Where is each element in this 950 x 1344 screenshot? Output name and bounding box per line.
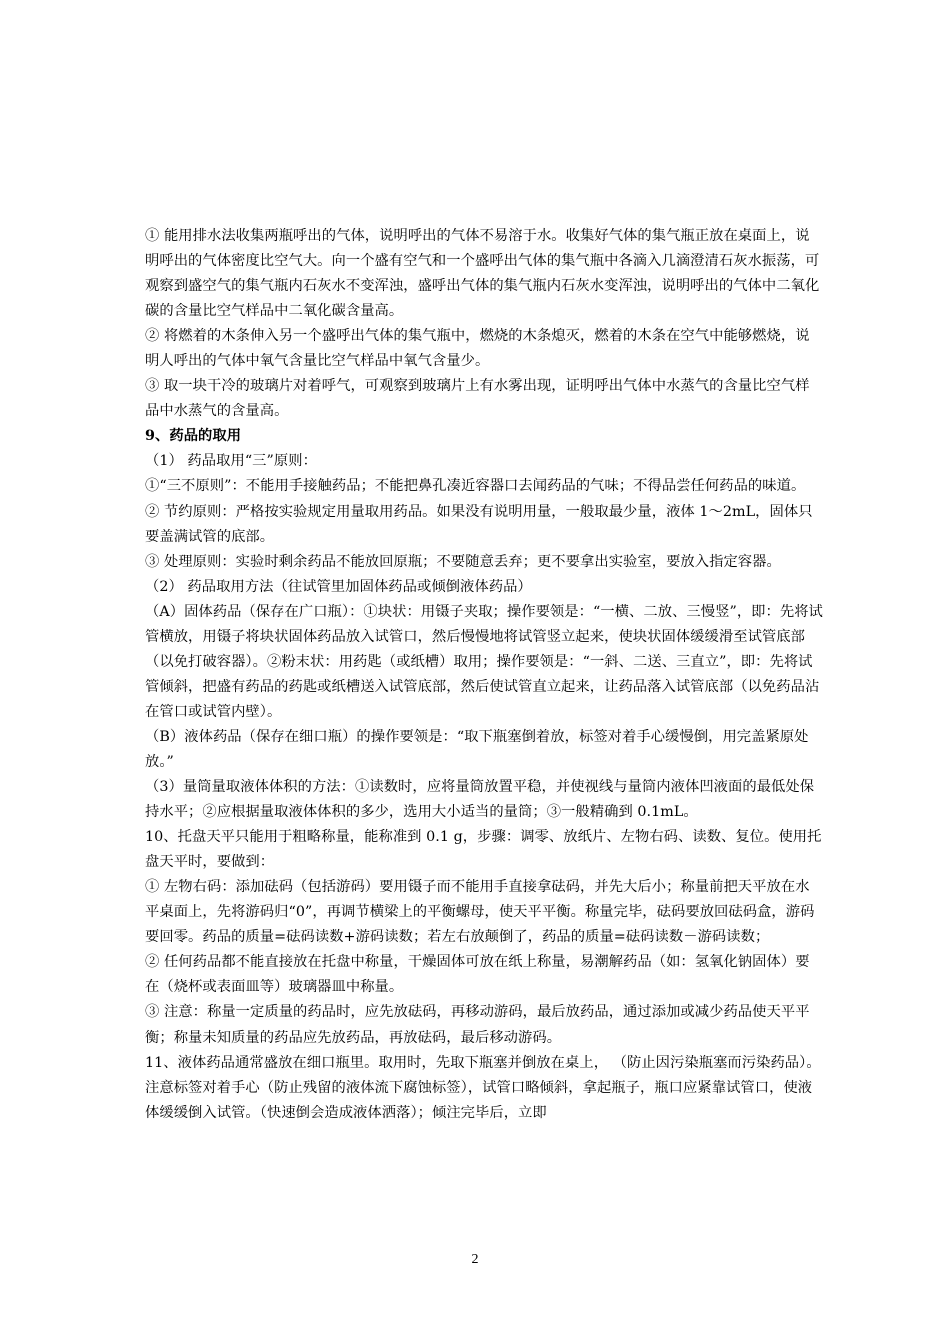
paragraph-no-direct-weighing: ② 任何药品都不能直接放在托盘中称量，干燥固体可放在纸上称量，易潮解药品（如：氢氧化钠固体）要在（烧杯或表面皿等）玻璃器皿中称量。 bbox=[145, 954, 810, 996]
paragraph-weighing-notes: ③ 注意：称量一定质量的药品时，应先放砝码，再移动游码，最后放药品，通过添加或减少药品使天平平衡；称量未知质量的药品应先放药品，再放砝码，最后移动游码。 bbox=[145, 1004, 810, 1046]
paragraph-saving-principle: ② 节约原则：严格按实验规定用量取用药品。如果没有说明用量，一般取最少量，液体 1～2mL，固体只要盖满试管的底部。 bbox=[145, 503, 813, 545]
section-11-liquid-storage: 11、液体药品通常盛放在细口瓶里。取用时，先取下瓶塞并倒放在桌上， （防止因污染瓶塞而污染药品）。注意标签对着手心（防止残留的液体流下腐蚀标签），试管口略倾斜，拿起瓶子，瓶口应紧靠试管口，使液体缓缓倒入试管。（快速倒会造成液体洒落）；倾注完毕后，立即 bbox=[145, 1054, 821, 1121]
paragraph-three-no-principle: ①“三不原则”：不能用手接触药品；不能把鼻孔凑近容器口去闻药品的气味；不得品尝任何药品的味道。 bbox=[145, 478, 806, 495]
section-10-balance: 10、托盘天平只能用于粗略称量，能称准到 0.1 g，步骤：调零、放纸片、左物右码、读数、复位。使用托盘天平时，要做到： bbox=[145, 829, 822, 871]
paragraph-solid-reagents: （A）固体药品（保存在广口瓶）：①块状：用镊子夹取；操作要领是：“一横、二放、三慢竖”，即：先将试管横放，用镊子将块状固体药品放入试管口，然后慢慢地将试管竖立起来，使块状固体缓缓滑至试管底部（以免打破容器）。②粉末状：用药匙（或纸槽）取用；操作要领是：“一斜、二送、三直立”，即：先将试管倾斜，把盛有药品的药匙或纸槽送入试管底部，然后使试管直立起来，让药品落入试管底部（以免药品沾在管口或试管内壁）。 bbox=[145, 603, 823, 720]
paragraph-graduated-cylinder: （3）量筒量取液体体积的方法：①读数时，应将量筒放置平稳，并使视线与量筒内液体凹液面的最低处保持水平；②应根据量取液体体积的多少，选用大小适当的量筒；③一般精确到 0.1mL。 bbox=[145, 779, 815, 821]
page-number: 2 bbox=[471, 1252, 479, 1267]
paragraph-exhaled-gas-water: ③ 取一块干冷的玻璃片对着呼气，可观察到玻璃片上有水雾出现，证明呼出气体中水蒸气的含量比空气样品中水蒸气的含量高。 bbox=[145, 378, 810, 420]
page-body bbox=[145, 224, 823, 1126]
paragraph-exhaled-gas-o2: ② 将燃着的木条伸入另一个盛呼出气体的集气瓶中，燃烧的木条熄灭，燃着的木条在空气中能够燃烧，说明人呼出的气体中氧气含量比空气样品中氧气含量少。 bbox=[145, 328, 810, 370]
paragraph-left-object-right-weight: ① 左物右码：添加砝码（包括游码）要用镊子而不能用手直接拿砝码，并先大后小；称量前把天平放在水平桌面上，先将游码归“0”，再调节横梁上的平衡螺母，使天平平衡。称量完毕，砝码要放回砝码盒，游码要回零。药品的质量=砝码读数+游码读数；若左右放颠倒了，药品的质量=砝码读数－游码读数； bbox=[145, 879, 815, 946]
paragraph-exhaled-gas-co2: ① 能用排水法收集两瓶呼出的气体，说明呼出的气体不易溶于水。收集好气体的集气瓶正放在桌面上，说明呼出的气体密度比空气大。向一个盛有空气和一个盛呼出气体的集气瓶中各滴入几滴澄清石灰水振荡，可观察到盛空气的集气瓶内石灰水不变浑浊，盛呼出气体的集气瓶内石灰水变浑浊，说明呼出的气体中二氧化碳的含量比空气样品中二氧化碳含量高。 bbox=[145, 228, 820, 320]
paragraph-disposal-principle: ③ 处理原则：实验时剩余药品不能放回原瓶；不要随意丢弃；更不要拿出实验室，要放入指定容器。 bbox=[145, 553, 781, 570]
section-heading-9: 9、药品的取用 bbox=[145, 428, 242, 445]
subheading-three-principles: （1） 药品取用“三”原则： bbox=[145, 453, 317, 470]
subheading-taking-methods: （2） 药品取用方法（往试管里加固体药品或倾倒液体药品） bbox=[145, 578, 532, 595]
paragraph-liquid-reagents: （B）液体药品（保存在细口瓶）的操作要领是：“取下瓶塞倒着放，标签对着手心缓慢倒，用完盖紧原处放。” bbox=[145, 728, 809, 770]
